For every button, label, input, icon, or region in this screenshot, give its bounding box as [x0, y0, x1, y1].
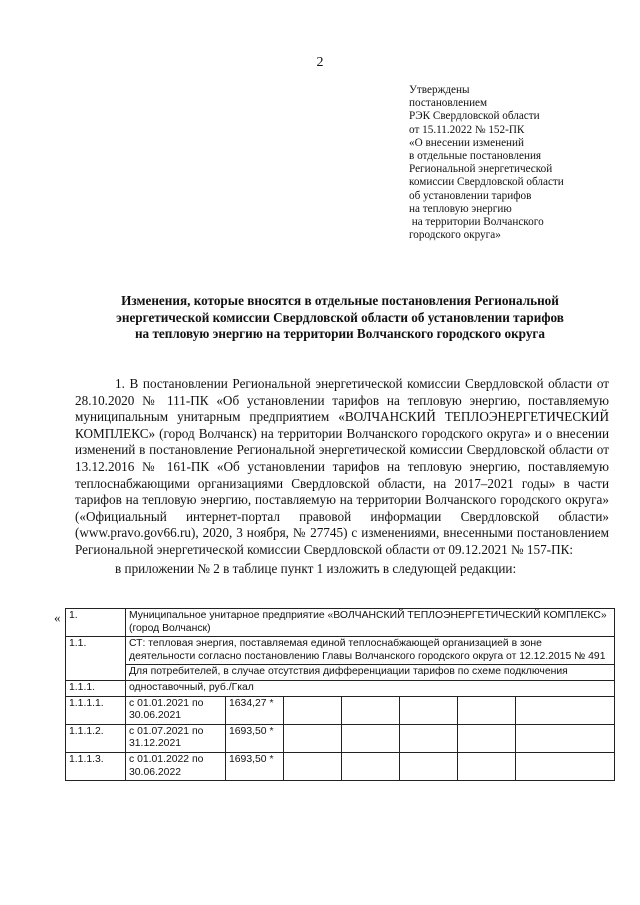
approval-line: на территории Волчанского: [409, 216, 544, 229]
tariff-value: 1634,27 *: [226, 696, 284, 724]
opening-quote: «: [54, 610, 61, 625]
approval-line: в отдельные постановления: [409, 150, 542, 163]
approval-line: постановлением: [409, 97, 488, 110]
approval-line: Утверждены: [409, 84, 470, 96]
table-row: [66, 637, 615, 665]
row-number: 1.1.: [66, 637, 126, 681]
row-number: 1.: [66, 609, 126, 637]
approval-line: РЭК Свердловской области: [409, 110, 540, 123]
heading-line: энергетической комиссии Свердловской области об установлении тарифов: [116, 309, 564, 325]
approval-line: об установлении тарифов: [409, 189, 532, 202]
approval-line: от 15.11.2022 № 152-ПК: [409, 123, 525, 136]
approval-line: комиссии Свердловской области: [409, 176, 564, 189]
row-number: 1.1.1.: [66, 680, 126, 696]
table-row: [66, 665, 615, 681]
tariff-unit: одноставочный, руб./Гкал: [126, 680, 615, 696]
empty-cell: [342, 752, 400, 780]
empty-cell: [284, 724, 342, 752]
tariff-value: 1693,50 *: [226, 724, 284, 752]
consumer-description: Для потребителей, в случае отсутствия дифференциации тарифов по схеме подключения: [126, 665, 615, 681]
empty-cell: [458, 724, 516, 752]
heading-line: на тепловую энергию на территории Волчанского городского округа: [134, 326, 546, 341]
document-heading: [70, 293, 610, 343]
document-body: [75, 376, 609, 577]
approval-line: на тепловую энергию: [409, 202, 512, 215]
empty-cell: [458, 696, 516, 724]
table-row: [66, 724, 615, 752]
table-row: [66, 752, 615, 780]
empty-cell: [400, 752, 458, 780]
empty-cell: [516, 696, 615, 724]
approval-line: городского округа»: [409, 229, 501, 242]
approval-stamp: [409, 84, 624, 242]
page-number: 2: [316, 55, 324, 70]
empty-cell: [342, 724, 400, 752]
paragraph-amendment: 1. В постановлении Региональной энергетической комиссии Свердловской области от 28.10.2020 № 111-ПК «Об установлении тарифов на тепловую энергию, поставляемую муниципальным унитарным предприятием «ВОЛЧАНСКИЙ ТЕПЛОЭНЕРГЕТИЧЕСКИЙ КОМПЛЕКС» (город Волчанск) на территории Волчанского городского округа» и о внесении изменений в постановление Региональной энергетической комиссии Свердловской области от 13.12.2016 № 161-ПК «Об установлении тарифов на тепловую энергию, поставляемую теплоснабжающими организациями Свердловской области, на 2017–2021 годы» в части тарифов на тепловую энергию, поставляемую на территории Волчанского городского округа» («Официальный интернет-портал правовой информации Свердловской области» (www.pravo.gov66.ru), 2020, 3 ноября, № 27745) с изменениями, внесенными постановлением Региональной энергетической комиссии Свердловской области от 09.12.2021 № 157-ПК:: [75, 376, 609, 557]
empty-cell: [400, 724, 458, 752]
empty-cell: [516, 724, 615, 752]
period-cell: с 01.01.2022 по 30.06.2022: [126, 752, 226, 780]
approval-line: Региональной энергетической: [409, 163, 553, 176]
empty-cell: [284, 696, 342, 724]
period-cell: с 01.07.2021 по 31.12.2021: [126, 724, 226, 752]
tariff-value: 1693,50 *: [226, 752, 284, 780]
empty-cell: [458, 752, 516, 780]
table-row: [66, 609, 615, 637]
approval-line: «О внесении изменений: [409, 136, 525, 149]
row-number: 1.1.1.3.: [66, 752, 126, 780]
tariff-table: [65, 608, 615, 781]
empty-cell: [284, 752, 342, 780]
row-number: 1.1.1.2.: [66, 724, 126, 752]
empty-cell: [342, 696, 400, 724]
table-row: [66, 696, 615, 724]
empty-cell: [400, 696, 458, 724]
row-number: 1.1.1.1.: [66, 696, 126, 724]
paragraph-instruction: в приложении № 2 в таблице пункт 1 изложить в следующей редакции:: [115, 560, 517, 576]
empty-cell: [516, 752, 615, 780]
heading-line: Изменения, которые вносятся в отдельные постановления Региональной: [121, 293, 559, 308]
organization-name: Муниципальное унитарное предприятие «ВОЛЧАНСКИЙ ТЕПЛОЭНЕРГЕТИЧЕСКИЙ КОМПЛЕКС» (город Волчанск): [126, 609, 615, 637]
period-cell: с 01.01.2021 по 30.06.2021: [126, 696, 226, 724]
tariff-description: СТ: тепловая энергия, поставляемая единой теплоснабжающей организацией в зоне деятельности согласно постановлению Главы Волчанского городского округа от 12.12.2015 № 491: [126, 637, 615, 665]
table-row: [66, 680, 615, 696]
